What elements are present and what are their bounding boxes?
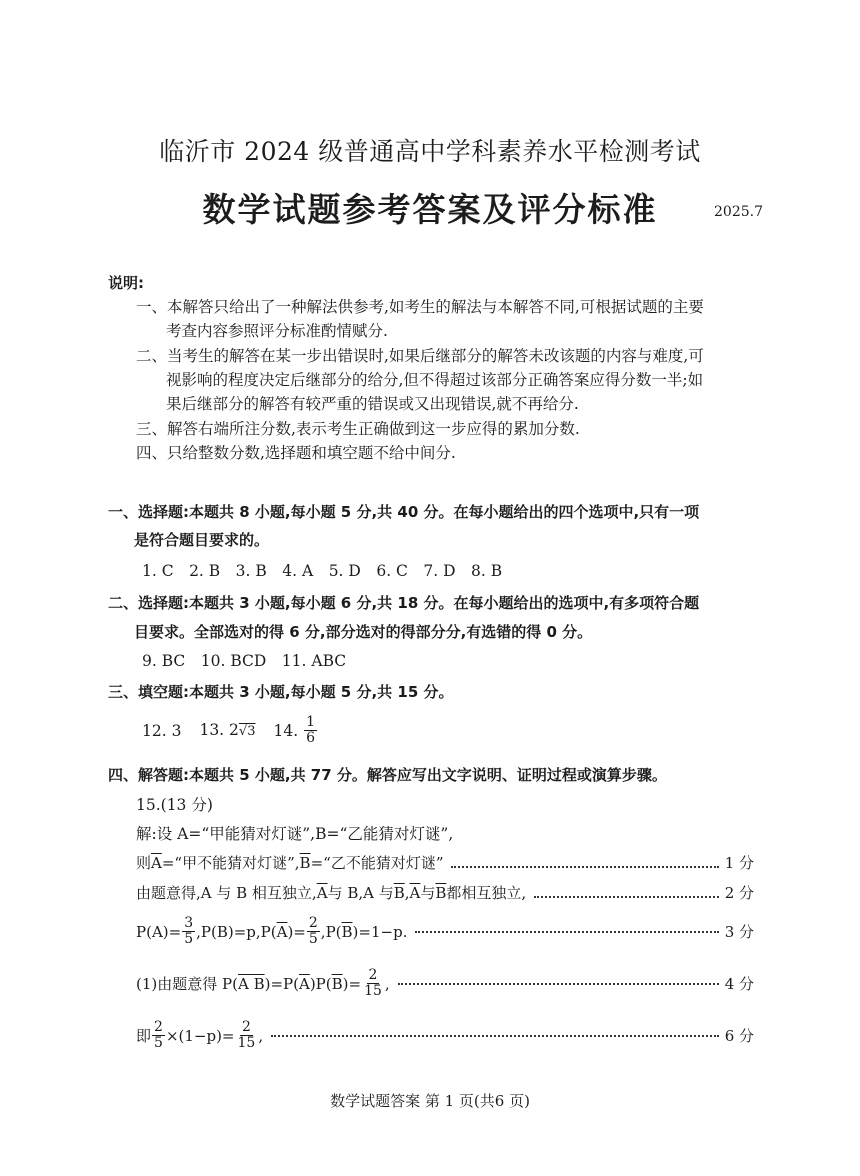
question-15-label: 15.(13 分) <box>136 796 213 814</box>
score-3: 3 分 <box>724 923 754 941</box>
score-4: 4 分 <box>724 975 754 993</box>
page-footer: 数学试题答案 第 1 页(共6 页) <box>330 1092 530 1110</box>
section2-answers: 9. BC 10. BCD 11. ABC <box>142 652 347 670</box>
solution-line-3: 由题意得,A 与 B 相互独立, $\overline{A}$ 与 B,A 与 $\overline{B}$ , $\overline{A}$ 与 $\overline{B}$ 都相互独立, 2 分 <box>136 884 754 902</box>
score-2: 2 分 <box>724 884 754 902</box>
section1-heading-line-2: 是符合题目要求的。 <box>134 531 270 549</box>
section3-answers <box>142 715 318 746</box>
section3-heading: 三、填空题:本题共 3 小题,每小题 5 分,共 15 分。 <box>108 683 454 701</box>
leader-dots <box>398 982 719 985</box>
answer-12: 12. 3 <box>142 721 182 740</box>
answer-14-label: 14. <box>273 721 299 740</box>
section4-heading: 四、解答题:本题共 5 小题,共 77 分。解答应写出文字说明、证明过程或演算步骤。 <box>108 766 667 784</box>
document-title: 数学试题参考答案及评分标准 <box>202 190 658 229</box>
section2-heading-line-2: 目要求。全部选对的得 6 分,部分选对的得部分分,有选错的得 0 分。 <box>134 623 593 641</box>
note-2-line-3: 果后继部分的解答有较严重的错误或又出现错误,就不再给分. <box>166 395 579 413</box>
solution-line-2: 则 $\overline{A}$ =“甲不能猜对灯谜”, $\overline{B}$ =“乙不能猜对灯谜” 1 分 <box>136 854 754 872</box>
note-2-line-2: 视影响的程度决定后继部分的给分,但不得超过该部分正确答案应得分数一半;如 <box>166 371 704 389</box>
note-1-line-1: 一、本解答只给出了一种解法供参考,如考生的解法与本解答不同,可根据试题的主要 <box>136 298 704 316</box>
score-1: 1 分 <box>724 854 754 872</box>
solution-line-6: 即 $\frac{2}{5}$ ×(1−p)= $\frac{2}{15}$ , 6 分 <box>136 1019 754 1051</box>
exam-title: 临沂市 2024 级普通高中学科素养水平检测考试 <box>159 137 701 166</box>
section1-heading-line-1: 一、选择题:本题共 8 小题,每小题 5 分,共 40 分。在每小题给出的四个选项中,只有一项 <box>108 503 700 521</box>
score-6: 6 分 <box>724 1027 754 1045</box>
section2-heading-line-1: 二、选择题:本题共 3 小题,每小题 6 分,共 18 分。在每小题给出的选项中,有多项符合题 <box>108 594 700 612</box>
document-date: 2025.7 <box>714 204 763 220</box>
solution-line-4: P(A)= $\frac{3}{5}$ ,P(B)=p,P( $\overline{A}$ )= $\frac{2}{5}$ ,P( $\overline{B}$ )=1−p. 3 分 <box>136 915 754 947</box>
leader-dots <box>451 865 718 868</box>
note-4: 四、只给整数分数,选择题和填空题不给中间分. <box>136 444 456 462</box>
notes-label: 说明: <box>108 274 144 292</box>
section1-answers: 1. C 2. B 3. B 4. A 5. D 6. C 7. D 8. B <box>142 562 503 580</box>
solution-line-5: (1)由题意得 P( A B )=P( $\overline{A}$ )P( $\overline{B}$ )= $\frac{2}{15}$ , 4 分 <box>136 967 754 999</box>
note-1-line-2: 考查内容参照评分标准酌情赋分. <box>166 322 388 340</box>
note-3: 三、解答右端所注分数,表示考生正确做到这一步应得的累加分数. <box>136 420 580 438</box>
leader-dots <box>534 895 718 898</box>
leader-dots <box>415 930 718 933</box>
answer-14-fraction: $\frac{1}{6}$ <box>306 714 316 746</box>
note-2-line-1: 二、当考生的解答在某一步出错误时,如果后继部分的解答未改该题的内容与难度,可 <box>136 347 704 365</box>
leader-dots <box>271 1034 719 1037</box>
answer-13: 13. 2√3 <box>199 720 256 739</box>
solution-line-1: 解:设 A=“甲能猜对灯谜”,B=“乙能猜对灯谜”, <box>136 825 454 843</box>
